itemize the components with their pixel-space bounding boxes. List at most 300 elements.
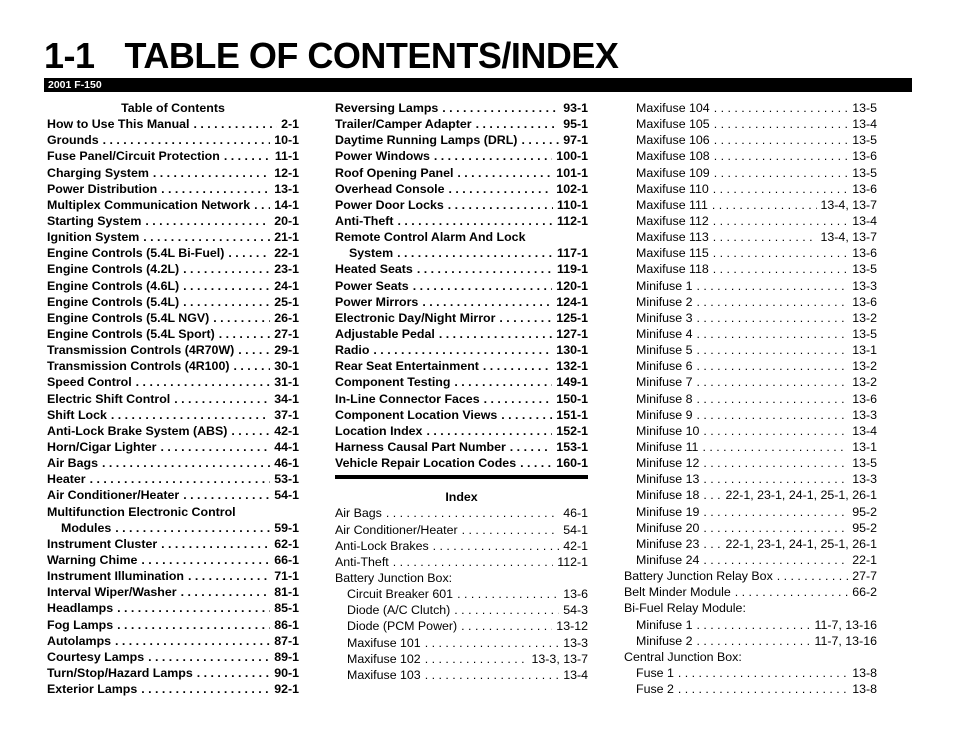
entry-page: 89-1 [274, 649, 299, 664]
entry-row [47, 487, 299, 503]
entry-label: Air Conditioner/Heater [335, 522, 458, 537]
entry-page: 13-3 [852, 407, 877, 422]
entry-page: 10-1 [274, 133, 299, 148]
entry-row [47, 197, 299, 213]
section-divider [335, 475, 588, 479]
entry-label: In-Line Connector Faces [335, 391, 480, 406]
entry-row [335, 261, 588, 277]
entry-label: Power Mirrors [335, 294, 419, 309]
dot-leader [160, 439, 270, 455]
toc-heading: Table of Contents [121, 101, 225, 115]
dot-leader [461, 618, 552, 634]
entry-page: 100-1 [556, 149, 588, 164]
dot-leader [714, 165, 848, 181]
dot-leader [703, 552, 848, 568]
entry-row [335, 618, 588, 634]
dot-leader [233, 358, 270, 374]
entry-row [624, 132, 877, 148]
entry-label: Minifuse 6 [636, 359, 693, 374]
entry-row [47, 600, 299, 616]
entry-label: Fog Lamps [47, 617, 114, 632]
entry-row [624, 326, 877, 342]
dot-leader [254, 197, 270, 213]
entry-row [47, 681, 299, 697]
entry-page: 13-4 [852, 117, 877, 132]
entry-label: Multifunction Electronic Control [47, 504, 236, 519]
entry-label: Horn/Cigar Lighter [47, 439, 157, 454]
entry-page: 59-1 [274, 520, 299, 535]
entry-label: Maxifuse 111 [636, 197, 708, 212]
entry-label: Charging System [47, 165, 149, 180]
entry-page: 13-6 [563, 587, 588, 602]
entry-label: Minifuse 11 [636, 439, 699, 454]
entry-page: 46-1 [274, 456, 299, 471]
entry-row [335, 522, 588, 538]
dot-leader [678, 665, 848, 681]
dot-leader [145, 213, 270, 229]
dot-leader [141, 552, 270, 568]
entry-page: 81-1 [274, 585, 299, 600]
dot-leader [499, 310, 552, 326]
entry-row [624, 665, 877, 681]
dot-leader [714, 132, 848, 148]
entry-row [624, 681, 877, 697]
entry-label: Air Bags [47, 456, 98, 471]
entry-page: 11-1 [274, 149, 299, 164]
dot-leader [161, 181, 270, 197]
entry-page: 24-1 [274, 278, 299, 293]
entry-label: Minifuse 9 [636, 407, 693, 422]
entry-row [335, 407, 588, 423]
entry-page: 66-1 [274, 552, 299, 567]
entry-label: Belt Minder Module [624, 585, 731, 600]
entry-page: 13-6 [852, 294, 877, 309]
dot-leader [188, 568, 270, 584]
dot-leader [194, 116, 278, 132]
entry-label: Component Testing [335, 375, 451, 390]
entry-row [624, 439, 877, 455]
entry-row [47, 391, 299, 407]
entry-label: Power Door Locks [335, 197, 444, 212]
entry-row [335, 342, 588, 358]
entry-page: 54-3 [563, 603, 588, 618]
dot-leader [696, 617, 810, 633]
entry-page: 13-1 [852, 439, 877, 454]
entry-row [335, 374, 588, 390]
entry-label: Maxifuse 115 [636, 246, 709, 261]
entry-row [335, 667, 588, 683]
entry-label: Minifuse 24 [636, 552, 700, 567]
dot-leader [228, 245, 270, 261]
dot-leader [484, 391, 553, 407]
entry-page: 11-7, 13-16 [814, 633, 877, 648]
entry-label: Central Junction Box: [624, 649, 742, 664]
entry-page: 152-1 [556, 423, 588, 438]
entry-label: Minifuse 8 [636, 391, 693, 406]
entry-row [47, 633, 299, 649]
entry-row [624, 487, 877, 503]
entry-label: Warning Chime [47, 552, 138, 567]
entry-page: 112-1 [557, 554, 588, 569]
entry-row [624, 116, 877, 132]
entry-page: 93-1 [563, 101, 588, 115]
entry-label: Maxifuse 113 [636, 230, 709, 245]
entry-label: Minifuse 5 [636, 343, 693, 358]
dot-leader [703, 471, 848, 487]
entry-label: Minifuse 20 [636, 520, 700, 535]
dot-leader [238, 342, 270, 358]
dot-leader [398, 213, 553, 229]
entry-label: Minifuse 4 [636, 326, 693, 341]
entry-row [47, 552, 299, 568]
dot-leader [219, 326, 270, 342]
entry-label: Minifuse 1 [636, 617, 693, 632]
entry-label: Grounds [47, 133, 99, 148]
entry-row [624, 148, 877, 164]
entry-row [47, 439, 299, 455]
entry-page: 46-1 [563, 506, 588, 521]
entry-row [47, 407, 299, 423]
entry-page: 13-3, 13-7 [531, 651, 588, 666]
entry-label: Maxifuse 104 [636, 101, 710, 115]
entry-row [335, 358, 588, 374]
entry-label: Minifuse 7 [636, 375, 693, 390]
entry-label: Power Distribution [47, 181, 158, 196]
entry-row [47, 520, 299, 536]
entry-row [47, 229, 299, 245]
entry-label: Maxifuse 118 [636, 262, 709, 277]
entry-row [335, 635, 588, 651]
entry-page: 102-1 [556, 181, 588, 196]
entry-row [47, 310, 299, 326]
entry-label: Transmission Controls (4R70W) [47, 343, 235, 358]
page-title [44, 35, 619, 76]
entry-page: 95-1 [563, 117, 588, 132]
entry-label: Minifuse 1 [636, 278, 693, 293]
entry-label: Fuse 2 [636, 682, 674, 697]
entry-page: 13-2 [852, 375, 877, 390]
entry-row [335, 165, 588, 181]
entry-page: 54-1 [274, 488, 299, 503]
entry-row [624, 649, 877, 665]
dot-leader [115, 520, 270, 536]
entry-row [47, 374, 299, 390]
dot-leader [442, 100, 559, 116]
dot-leader [462, 522, 560, 538]
entry-page: 125-1 [556, 310, 588, 325]
entry-row [624, 278, 877, 294]
entry-row [624, 294, 877, 310]
entry-row [47, 617, 299, 633]
dot-leader [183, 261, 270, 277]
entry-row [624, 552, 877, 568]
dot-leader [696, 633, 810, 649]
dot-leader [117, 600, 270, 616]
dot-leader [231, 423, 270, 439]
entry-page: 53-1 [274, 472, 299, 487]
entry-row [624, 165, 877, 181]
dot-leader [90, 471, 271, 487]
entry-label: Engine Controls (5.4L) [47, 294, 180, 309]
entry-page: 119-1 [556, 262, 588, 277]
entry-page: 13-4, 13-7 [820, 197, 877, 212]
entry-label: Transmission Controls (4R100) [47, 359, 230, 374]
entry-page: 27-7 [852, 569, 877, 584]
entry-row [47, 584, 299, 600]
entry-label: Maxifuse 108 [636, 149, 710, 164]
entry-page: 149-1 [556, 375, 588, 390]
entry-row [335, 132, 588, 148]
entry-label: Bi-Fuel Relay Module: [624, 601, 746, 616]
entry-page: 13-6 [852, 391, 877, 406]
dot-leader [115, 633, 270, 649]
entry-label: Air Conditioner/Heater [47, 488, 180, 503]
dot-leader [714, 148, 848, 164]
entry-page: 97-1 [563, 133, 588, 148]
entry-row [335, 213, 588, 229]
entry-page: 13-4 [852, 213, 877, 228]
dot-leader [425, 667, 559, 683]
entry-row [335, 505, 588, 521]
entry-row [335, 538, 588, 554]
dot-leader [161, 536, 270, 552]
entry-page: 21-1 [274, 230, 299, 245]
entry-label: Maxifuse 103 [347, 667, 421, 682]
entry-row [624, 197, 877, 213]
dot-leader [696, 310, 848, 326]
dot-leader [103, 132, 271, 148]
entry-row [335, 181, 588, 197]
entry-page: 151-1 [556, 407, 588, 422]
entry-page: 127-1 [556, 326, 588, 341]
dot-leader [713, 229, 817, 245]
entry-label: Maxifuse 102 [347, 651, 421, 666]
entry-label: Engine Controls (5.4L NGV) [47, 310, 210, 325]
entry-row [624, 520, 877, 536]
entry-label: Anti-Theft [335, 554, 389, 569]
vehicle-label: 2001 F-150 [48, 79, 102, 91]
entry-label: Headlamps [47, 601, 114, 616]
dot-leader [678, 681, 848, 697]
entry-label: Air Bags [335, 506, 382, 521]
entry-label: Overhead Console [335, 181, 445, 196]
entry-row [335, 148, 588, 164]
dot-leader [735, 584, 848, 600]
dot-leader [703, 487, 721, 503]
entry-label: Engine Controls (4.2L) [47, 262, 180, 277]
entry-row [47, 568, 299, 584]
dot-leader [703, 504, 848, 520]
entry-label: Starting System [47, 213, 142, 228]
entry-row [335, 602, 588, 618]
dot-leader [413, 278, 553, 294]
entry-label: How to Use This Manual [47, 117, 190, 132]
entry-row [335, 570, 588, 586]
entry-row [624, 617, 877, 633]
entry-page: 13-2 [852, 310, 877, 325]
dot-leader [713, 261, 848, 277]
entry-row [624, 374, 877, 390]
entry-label: Minifuse 18 [636, 488, 700, 503]
entry-label: Harness Causal Part Number [335, 439, 506, 454]
entry-label: Heated Seats [335, 262, 413, 277]
dot-leader [696, 407, 848, 423]
dot-leader [457, 165, 552, 181]
entry-label: Instrument Cluster [47, 536, 158, 551]
entry-label: Minifuse 10 [636, 423, 700, 438]
entry-row [47, 116, 299, 132]
entry-page: 13-3 [852, 472, 877, 487]
entry-row [624, 342, 877, 358]
entry-label: Speed Control [47, 375, 132, 390]
entry-page: 120-1 [556, 278, 588, 293]
entry-page: 13-1 [274, 181, 299, 196]
entry-label: Vehicle Repair Location Codes [335, 456, 517, 471]
entry-label: Minifuse 13 [636, 472, 700, 487]
dot-leader [373, 342, 552, 358]
entry-row [47, 665, 299, 681]
entry-label: Daytime Running Lamps (DRL) [335, 133, 518, 148]
dot-leader [703, 455, 848, 471]
dot-leader [696, 391, 848, 407]
entry-page: 13-6 [852, 149, 877, 164]
entry-label: Trailer/Camper Adapter [335, 117, 472, 132]
entry-label: Maxifuse 109 [636, 165, 710, 180]
dot-leader [713, 245, 848, 261]
entry-label: Remote Control Alarm And Lock [335, 230, 526, 245]
entry-row [47, 213, 299, 229]
entry-page: 66-2 [852, 585, 877, 600]
entry-page: 13-1 [852, 343, 877, 358]
entry-page: 153-1 [556, 439, 588, 454]
entry-row [624, 213, 877, 229]
entry-label: Rear Seat Entertainment [335, 359, 479, 374]
dot-leader [117, 617, 270, 633]
entry-label: Location Index [335, 423, 423, 438]
dot-leader [501, 407, 552, 423]
dot-leader [696, 294, 848, 310]
dot-leader [457, 586, 559, 602]
dot-leader [521, 132, 559, 148]
dot-leader [148, 649, 270, 665]
toc-column-1 [47, 100, 299, 697]
dot-leader [174, 391, 270, 407]
entry-page: 13-5 [852, 101, 877, 115]
entry-row [47, 181, 299, 197]
dot-leader [703, 520, 848, 536]
dot-leader [439, 326, 552, 342]
dot-leader [696, 342, 848, 358]
dot-leader [712, 197, 817, 213]
entry-row [624, 310, 877, 326]
entry-row [335, 229, 588, 245]
entry-page: 130-1 [556, 343, 588, 358]
entry-page: 101-1 [556, 165, 588, 180]
entry-page: 87-1 [274, 633, 299, 648]
entry-label: Electric Shift Control [47, 391, 171, 406]
toc-column-2 [335, 100, 588, 683]
dot-leader [425, 635, 559, 651]
entry-row [47, 278, 299, 294]
entry-page: 13-5 [852, 165, 877, 180]
entry-page: 11-7, 13-16 [814, 617, 877, 632]
entry-row [335, 326, 588, 342]
dot-leader [454, 374, 552, 390]
entry-row [47, 536, 299, 552]
entry-row [335, 310, 588, 326]
index-heading: Index [445, 490, 478, 505]
entry-label: Power Seats [335, 278, 409, 293]
dot-leader [141, 681, 270, 697]
entry-row [47, 471, 299, 487]
dot-leader [448, 197, 553, 213]
entry-label: Anti-Theft [335, 213, 394, 228]
entry-label: Shift Lock [47, 407, 107, 422]
entry-row [335, 294, 588, 310]
entry-label: Modules [61, 520, 112, 535]
entry-page: 13-6 [852, 181, 877, 196]
entry-label: System [349, 246, 394, 261]
dot-leader [433, 538, 560, 554]
entry-row [47, 504, 299, 520]
entry-row [624, 584, 877, 600]
entry-page: 37-1 [274, 407, 299, 422]
entry-page: 22-1, 23-1, 24-1, 25-1, 26-1 [725, 488, 877, 503]
entry-page: 34-1 [274, 391, 299, 406]
entry-row [624, 423, 877, 439]
dot-leader [702, 439, 848, 455]
dot-leader [696, 358, 848, 374]
dot-leader [417, 261, 553, 277]
entry-page: 13-2 [852, 359, 877, 374]
entry-label: Anti-Lock Brake System (ABS) [47, 423, 228, 438]
dot-leader [397, 245, 553, 261]
entry-page: 132-1 [556, 359, 588, 374]
index-column-3 [624, 100, 877, 697]
entry-row [624, 245, 877, 261]
entry-label: Reversing Lamps [335, 101, 439, 115]
dot-leader [393, 554, 554, 570]
entry-label: Fuse 1 [636, 665, 674, 680]
entry-label: Autolamps [47, 633, 112, 648]
entry-page: 71-1 [274, 569, 299, 584]
entry-row [335, 554, 588, 570]
entry-row [624, 633, 877, 649]
entry-page: 23-1 [274, 262, 299, 277]
entry-row [47, 165, 299, 181]
entry-row [624, 536, 877, 552]
entry-row [335, 278, 588, 294]
entry-label: Maxifuse 101 [347, 635, 421, 650]
entry-row [624, 504, 877, 520]
entry-page: 13-5 [852, 133, 877, 148]
entry-page: 12-1 [274, 165, 299, 180]
entry-page: 85-1 [274, 601, 299, 616]
entry-row [47, 423, 299, 439]
dot-leader [197, 665, 270, 681]
entry-label: Minifuse 23 [636, 536, 700, 551]
entry-row [47, 245, 299, 261]
entry-page: 22-1 [274, 246, 299, 261]
entry-row [624, 568, 877, 584]
entry-label: Engine Controls (4.6L) [47, 278, 180, 293]
dot-leader [483, 358, 552, 374]
dot-leader [224, 148, 271, 164]
entry-row [335, 116, 588, 132]
entry-row [335, 100, 588, 116]
dot-leader [510, 439, 553, 455]
dot-leader [143, 229, 270, 245]
